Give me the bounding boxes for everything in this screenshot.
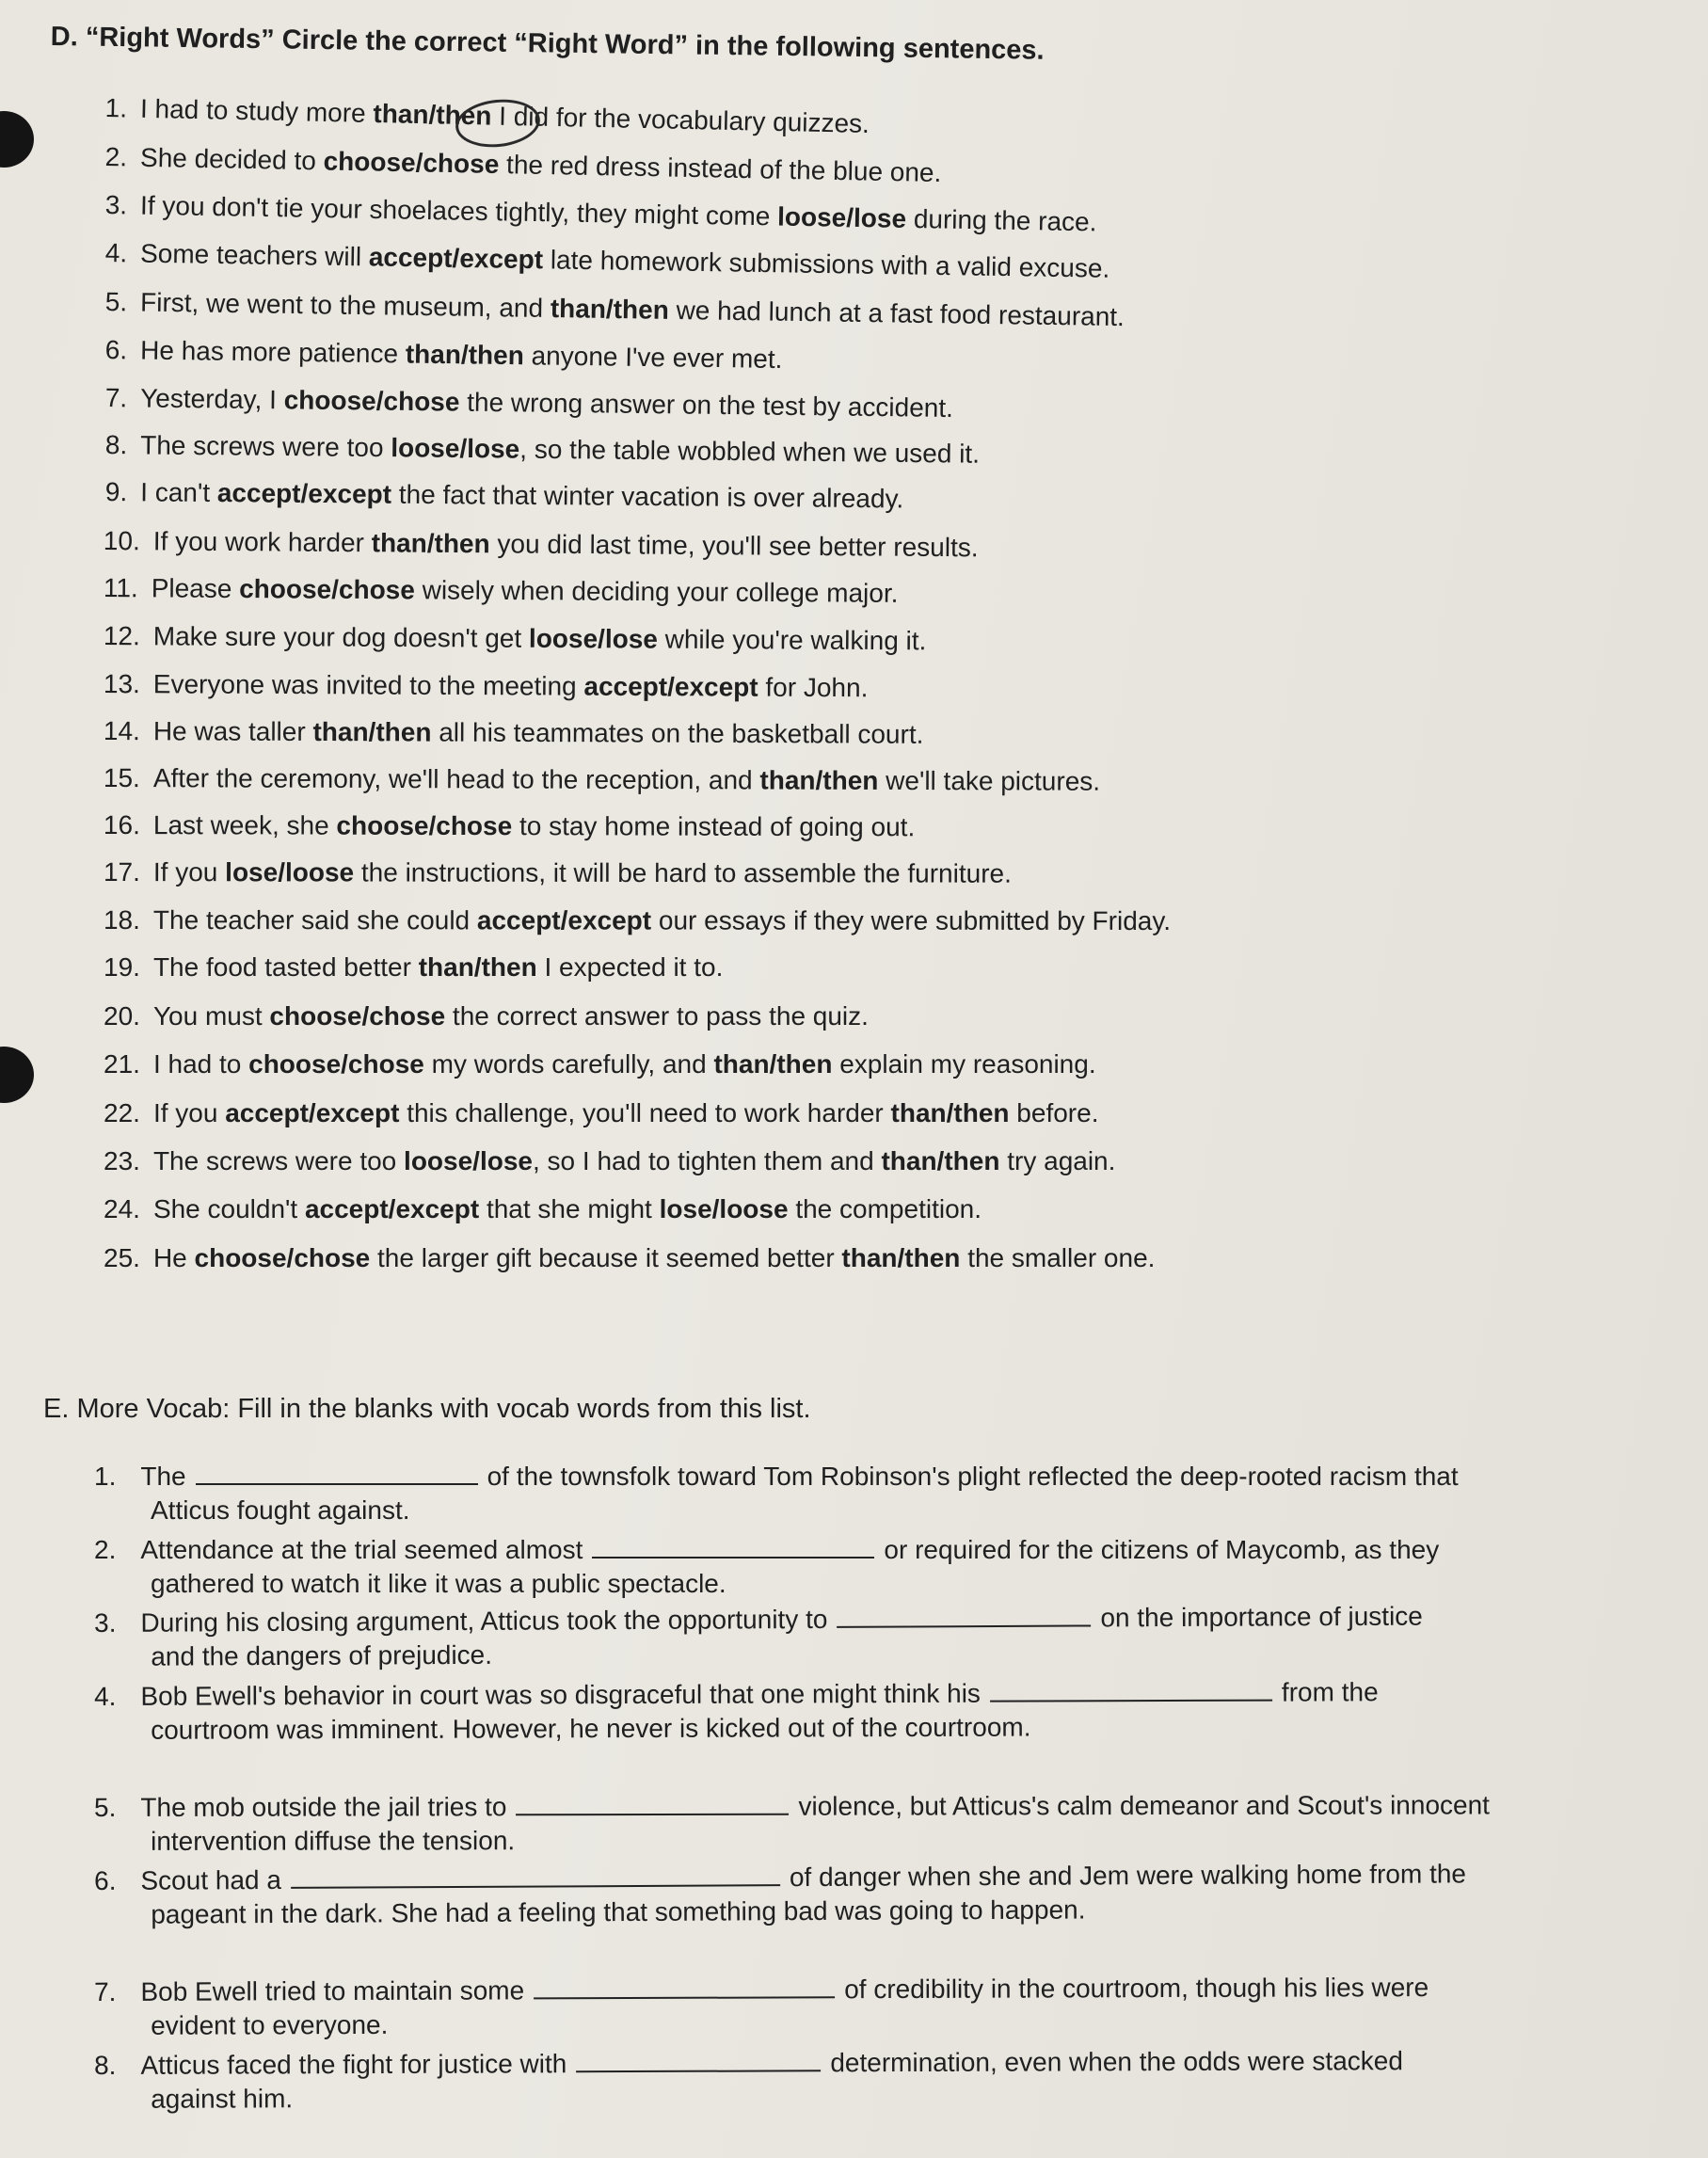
sentence-item bbox=[104, 1244, 1155, 1273]
fill-in-line bbox=[94, 1532, 1675, 1568]
word-choice[interactable]: accept/except bbox=[583, 671, 758, 702]
sentence-text: for John. bbox=[758, 672, 869, 703]
fill-in-item bbox=[94, 2042, 1675, 2115]
prompt-text-after: on the importance of justice bbox=[1100, 1601, 1423, 1633]
prompt-continuation: intervention diffuse the tension. bbox=[151, 1826, 516, 1856]
sentence-item bbox=[104, 1002, 869, 1031]
sentence-text: I had to bbox=[152, 1049, 249, 1079]
prompt-text-before: During his closing argument, Atticus took the opportunity to bbox=[140, 1604, 828, 1638]
item-number: 9. bbox=[104, 477, 128, 507]
sentence-text: my words carefully, and bbox=[423, 1049, 714, 1079]
sentence-text: the instructions, it will be hard to assemble the furniture. bbox=[354, 857, 1012, 888]
word-choice[interactable]: choose/chose bbox=[194, 1243, 371, 1272]
sentence-text: If you don't tie your shoelaces tightly, they might come bbox=[139, 190, 778, 232]
word-choice[interactable]: choose/chose bbox=[269, 1001, 446, 1031]
word-choice[interactable]: than/then bbox=[881, 1146, 1000, 1175]
sentence-item bbox=[104, 906, 1171, 936]
sentence-text: She decided to bbox=[139, 142, 324, 176]
item-number: 12. bbox=[103, 621, 140, 651]
answer-blank[interactable] bbox=[291, 1860, 780, 1889]
prompt-text-after: or required for the citizens of Maycomb, as they bbox=[884, 1535, 1440, 1564]
word-choice[interactable]: lose/loose bbox=[659, 1194, 789, 1223]
word-choice[interactable]: than/then bbox=[759, 765, 879, 795]
fill-in-line bbox=[94, 1673, 1675, 1715]
word-choice[interactable]: than/then bbox=[418, 952, 537, 982]
sentence-item bbox=[104, 717, 924, 750]
sentence-text: the competition. bbox=[788, 1194, 982, 1223]
fill-in-item bbox=[94, 1969, 1675, 2041]
item-number: 2. bbox=[94, 1535, 117, 1564]
prompt-text-before: Scout had a bbox=[140, 1864, 281, 1895]
fill-in-item bbox=[94, 1459, 1675, 1527]
prompt-text-before: Atticus faced the fight for justice with bbox=[140, 2049, 567, 2080]
sentence-text: I had to study more bbox=[139, 93, 374, 128]
prompt-continuation: gathered to watch it like it was a public spectacle. bbox=[151, 1569, 726, 1598]
sentence-text: You must bbox=[152, 1001, 270, 1031]
prompt-text-after: determination, even when the odds were stacked bbox=[830, 2046, 1403, 2078]
sentence-text: wisely when deciding your college major. bbox=[414, 575, 899, 608]
item-number: 8. bbox=[94, 2050, 117, 2080]
sentence-text: try again. bbox=[999, 1146, 1116, 1175]
prompt-text-before: The mob outside the jail tries to bbox=[140, 1792, 507, 1822]
item-number: 1. bbox=[104, 93, 128, 123]
prompt-text-before: The bbox=[140, 1462, 186, 1491]
item-number: 1. bbox=[94, 1462, 117, 1491]
sentence-item bbox=[104, 670, 869, 703]
word-choice[interactable]: accept/except bbox=[368, 242, 544, 275]
item-number: 8. bbox=[104, 430, 128, 460]
item-number: 6. bbox=[104, 335, 128, 365]
sentence-text: the correct answer to pass the quiz. bbox=[445, 1001, 869, 1031]
sentence-text: the smaller one. bbox=[960, 1243, 1156, 1272]
binder-hole bbox=[0, 111, 34, 168]
sentence-item bbox=[105, 336, 783, 375]
sentence-text: The screws were too bbox=[152, 1146, 405, 1175]
section-d-title-rest: Circle the correct “Right Word” in the following sentences. bbox=[281, 24, 1045, 66]
sentence-text: She couldn't bbox=[152, 1194, 305, 1223]
sentence-text: The screws were too bbox=[140, 430, 391, 463]
word-choice[interactable]: than/then bbox=[371, 528, 490, 559]
fill-in-line bbox=[94, 2042, 1675, 2084]
sentence-item bbox=[104, 191, 1096, 237]
prompt-text-before: Bob Ewell's behavior in court was so disgraceful that one might think his bbox=[140, 1678, 981, 1711]
word-choice[interactable]: accept/except bbox=[225, 1098, 400, 1127]
sentence-text: Everyone was invited to the meeting bbox=[152, 669, 584, 701]
sentence-text: late homework submissions with a valid excuse. bbox=[542, 245, 1110, 283]
item-number: 19. bbox=[104, 952, 140, 982]
sentence-text: during the race. bbox=[905, 203, 1097, 237]
sentence-item bbox=[105, 288, 1125, 332]
item-number: 3. bbox=[94, 1607, 117, 1638]
sentence-item bbox=[104, 811, 915, 842]
sentence-text: anyone I've ever met. bbox=[523, 341, 783, 375]
word-choice[interactable]: loose/lose bbox=[528, 623, 659, 654]
item-number: 15. bbox=[103, 763, 140, 793]
item-number: 11. bbox=[103, 573, 138, 603]
item-number: 23. bbox=[104, 1146, 140, 1175]
sentence-text: explain my reasoning. bbox=[832, 1049, 1096, 1079]
item-number: 24. bbox=[104, 1194, 140, 1223]
prompt-continuation: Atticus fought against. bbox=[151, 1495, 410, 1525]
sentence-text: I expected it to. bbox=[536, 952, 724, 982]
item-number: 17. bbox=[103, 857, 140, 887]
word-choice[interactable]: choose/chose bbox=[323, 146, 500, 180]
sentence-text: the fact that winter vacation is over already. bbox=[391, 479, 904, 514]
item-number: 14. bbox=[103, 716, 140, 746]
answer-blank[interactable] bbox=[534, 1972, 835, 1999]
word-choice[interactable]: than/then bbox=[550, 294, 670, 325]
word-choice[interactable]: loose/lose bbox=[404, 1146, 533, 1175]
item-number: 13. bbox=[103, 669, 140, 699]
word-choice[interactable]: than/then bbox=[713, 1049, 833, 1079]
sentence-item bbox=[105, 478, 904, 514]
fill-in-item bbox=[94, 1532, 1675, 1600]
sentence-text: If you bbox=[152, 857, 226, 887]
item-number: 10. bbox=[103, 526, 140, 556]
sentence-text: that she might bbox=[479, 1194, 660, 1223]
section-e-title: E. More Vocab: Fill in the blanks with vocab words from this list. bbox=[43, 1394, 811, 1424]
word-choice[interactable]: loose/lose bbox=[776, 201, 907, 233]
prompt-text-after: of danger when she and Jem were walking home from the bbox=[789, 1859, 1467, 1893]
sentence-item bbox=[104, 143, 941, 188]
fill-in-item bbox=[94, 1597, 1675, 1672]
sentence-text: , so I had to tighten them and bbox=[532, 1146, 882, 1175]
sentence-text: I can't bbox=[140, 477, 217, 508]
word-choice[interactable]: choose/chose bbox=[336, 810, 513, 841]
sentence-item bbox=[104, 1050, 1096, 1079]
item-number: 7. bbox=[94, 1976, 117, 2006]
sentence-text: this challenge, you'll need to work harder bbox=[399, 1098, 891, 1127]
item-number: 5. bbox=[104, 287, 128, 317]
sentence-item bbox=[104, 858, 1012, 888]
sentence-text: The food tasted better bbox=[152, 952, 419, 982]
sentence-text: First, we went to the museum, and bbox=[139, 287, 551, 324]
sentence-item bbox=[104, 622, 927, 656]
answer-blank[interactable] bbox=[990, 1675, 1272, 1702]
prompt-text-after: of the townsfolk toward Tom Robinson's plight reflected the deep-rooted racism that bbox=[487, 1462, 1459, 1491]
item-number: 5. bbox=[94, 1792, 117, 1822]
prompt-text-before: Bob Ewell tried to maintain some bbox=[140, 1975, 525, 2006]
answer-blank[interactable] bbox=[592, 1532, 874, 1559]
sentence-text: our essays if they were submitted by Friday. bbox=[651, 905, 1172, 935]
prompt-text-after: from the bbox=[1281, 1677, 1379, 1707]
prompt-text-before: Attendance at the trial seemed almost bbox=[140, 1535, 583, 1564]
word-choice[interactable]: than/then bbox=[312, 716, 432, 747]
prompt-continuation: and the dangers of prejudice. bbox=[151, 1639, 493, 1671]
sentence-text: If you work harder bbox=[152, 526, 372, 558]
item-number: 6. bbox=[94, 1865, 117, 1895]
answer-blank[interactable] bbox=[576, 2045, 821, 2072]
section-d-title bbox=[51, 23, 1045, 67]
item-number: 4. bbox=[94, 1681, 117, 1711]
sentence-text: while you're walking it. bbox=[657, 624, 927, 656]
item-number: 18. bbox=[103, 905, 140, 935]
sentence-text: Make sure your dog doesn't get bbox=[152, 621, 530, 653]
sentence-text: He bbox=[152, 1243, 195, 1272]
word-choice[interactable]: than/then bbox=[890, 1098, 1010, 1127]
sentence-item bbox=[105, 384, 953, 424]
sentence-text: The teacher said she could bbox=[152, 905, 477, 935]
sentence-item bbox=[105, 239, 1110, 284]
sentence-text: After the ceremony, we'll head to the reception, and bbox=[152, 763, 760, 795]
prompt-continuation: pageant in the dark. She had a feeling that something bad was going to happen. bbox=[151, 1894, 1086, 1929]
fill-in-line bbox=[94, 1969, 1675, 2010]
prompt-text-after: of credibility in the courtroom, though his lies were bbox=[844, 1973, 1429, 2005]
sentence-text: , so the table wobbled when we used it. bbox=[519, 434, 981, 469]
sentence-text: the wrong answer on the test by accident. bbox=[459, 387, 954, 424]
item-number: 25. bbox=[104, 1243, 140, 1272]
sentence-text: the larger gift because it seemed better bbox=[370, 1243, 842, 1272]
prompt-continuation: evident to everyone. bbox=[151, 2009, 389, 2040]
sentence-text: all his teammates on the basketball court. bbox=[431, 717, 924, 749]
word-choice[interactable]: choose/chose bbox=[283, 385, 460, 417]
item-number: 22. bbox=[104, 1098, 140, 1127]
word-choice[interactable]: than/then bbox=[841, 1243, 961, 1272]
item-number: 2. bbox=[104, 142, 128, 172]
sentence-item bbox=[104, 527, 979, 563]
sentence-text: you did last time, you'll see better results. bbox=[489, 529, 979, 563]
fill-in-item bbox=[94, 1787, 1675, 1858]
sentence-item bbox=[104, 1195, 982, 1224]
word-choice[interactable]: than/then bbox=[405, 339, 525, 371]
fill-in-line bbox=[94, 1459, 1675, 1495]
item-number: 3. bbox=[104, 190, 128, 220]
sentence-item bbox=[105, 431, 980, 470]
fill-in-line bbox=[94, 1787, 1675, 1826]
fill-in-item bbox=[94, 1673, 1675, 1746]
item-number: 4. bbox=[104, 238, 128, 268]
fill-in-item bbox=[94, 1855, 1675, 1930]
word-choice[interactable]: lose/loose bbox=[225, 857, 355, 887]
sentence-text: before. bbox=[1009, 1098, 1099, 1127]
answer-blank[interactable] bbox=[196, 1459, 478, 1485]
sentence-text: we'll take pictures. bbox=[878, 765, 1101, 796]
sentence-text: Some teachers will bbox=[139, 238, 370, 272]
sentence-text: If you bbox=[152, 1098, 226, 1127]
prompt-continuation: against him. bbox=[151, 2084, 294, 2114]
item-number: 21. bbox=[104, 1049, 140, 1079]
section-d-title-lead: D. “Right Words” bbox=[50, 22, 275, 56]
word-choice[interactable]: choose/chose bbox=[248, 1049, 424, 1079]
sentence-item bbox=[104, 574, 899, 609]
sentence-text: I did for the vocabulary quizzes. bbox=[491, 101, 870, 139]
sentence-text: we had lunch at a fast food restaurant. bbox=[668, 295, 1125, 332]
item-number: 20. bbox=[104, 1001, 140, 1031]
answer-blank[interactable] bbox=[837, 1600, 1091, 1627]
prompt-text-after: violence, but Atticus's calm demeanor and Scout's innocent bbox=[798, 1790, 1490, 1821]
sentence-item bbox=[104, 953, 723, 983]
word-choice[interactable]: accept/except bbox=[216, 478, 392, 509]
word-choice[interactable]: accept/except bbox=[304, 1194, 480, 1223]
sentence-text: He was taller bbox=[152, 716, 313, 746]
sentence-item bbox=[104, 1099, 1098, 1128]
sentence-text: Yesterday, I bbox=[139, 383, 284, 415]
sentence-text: Last week, she bbox=[152, 810, 337, 840]
word-choice[interactable]: loose/lose bbox=[391, 433, 520, 464]
answer-blank[interactable] bbox=[516, 1789, 789, 1816]
item-number: 16. bbox=[103, 810, 140, 840]
binder-hole bbox=[0, 1047, 34, 1103]
word-choice[interactable]: accept/except bbox=[476, 905, 652, 935]
prompt-continuation: courtroom was imminent. However, he never is kicked out of the courtroom. bbox=[151, 1712, 1031, 1745]
word-choice[interactable]: choose/chose bbox=[239, 574, 415, 605]
item-number: 7. bbox=[104, 383, 128, 413]
sentence-item bbox=[104, 1147, 1115, 1176]
sentence-item bbox=[104, 764, 1100, 796]
word-choice[interactable]: than/then bbox=[373, 98, 492, 131]
sentence-text: to stay home instead of going out. bbox=[512, 811, 916, 842]
sentence-text: Please bbox=[151, 573, 240, 604]
sentence-text: the red dress instead of the blue one. bbox=[499, 150, 942, 188]
sentence-text: He has more patience bbox=[139, 335, 407, 369]
